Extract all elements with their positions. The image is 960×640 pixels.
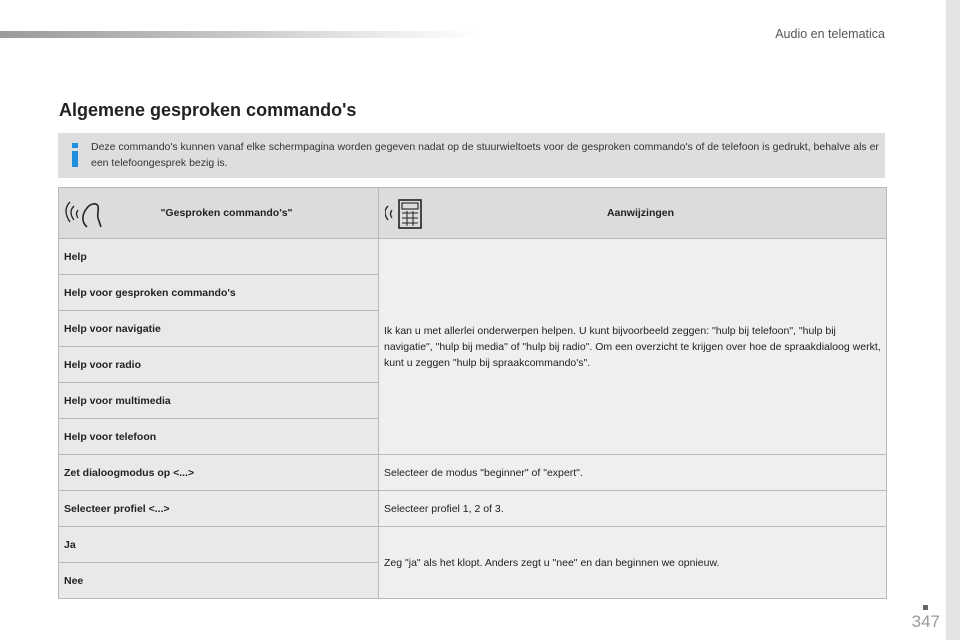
header-gradient-bar [0, 31, 480, 38]
table-row [59, 491, 887, 527]
select-profile-description: Selecteer profiel 1, 2 of 3. [379, 491, 887, 527]
command-help-navigation: Help voor navigatie [59, 311, 379, 347]
voice-command-icon [65, 196, 105, 230]
yes-no-description: Zeg "ja" als het klopt. Anders zegt u "nee" en dan beginnen we opnieuw. [379, 527, 887, 599]
command-help: Help [59, 239, 379, 275]
page-number: 347 [911, 612, 940, 631]
column-header-instructions [379, 188, 887, 239]
table-row [59, 527, 887, 563]
page-marker [923, 605, 928, 610]
info-text: Deze commando's kunnen vanaf elke schermpagina worden gegeven nadat op de stuurwieltoets voor de gesproken commando's of de telefoon is gedrukt, behalve als er een telefoongesprek bezig is. [91, 141, 879, 169]
table-row [59, 239, 887, 275]
table-header-row [59, 188, 887, 239]
command-no: Nee [59, 563, 379, 599]
command-help-phone: Help voor telefoon [59, 419, 379, 455]
column-header-commands-label: "Gesproken commando's" [160, 207, 293, 219]
voice-phone-icon [385, 196, 425, 230]
command-help-radio: Help voor radio [59, 347, 379, 383]
info-icon [71, 143, 79, 167]
column-header-instructions-label: Aanwijzingen [606, 207, 675, 219]
dialog-mode-description: Selecteer de modus "beginner" of "expert". [379, 455, 887, 491]
section-header: Audio en telematica [775, 27, 885, 41]
command-help-voice: Help voor gesproken commando's [59, 275, 379, 311]
command-select-profile: Selecteer profiel <...> [59, 491, 379, 527]
command-help-multimedia: Help voor multimedia [59, 383, 379, 419]
column-header-commands [59, 188, 379, 239]
page-title: Algemene gesproken commando's [59, 100, 357, 120]
side-strip [946, 0, 960, 640]
voice-commands-table [58, 187, 887, 599]
info-box [58, 133, 885, 178]
table-row [59, 455, 887, 491]
help-description: Ik kan u met allerlei onderwerpen helpen. U kunt bijvoorbeeld zeggen: "hulp bij telefoon", "hulp bij navigatie", "hulp bij media" of "hulp bij radio". Om een overzicht te krijgen over hoe de spraakdialoog werkt, kunt u zeggen "hulp bij spraakcommando's". [379, 239, 887, 455]
command-yes: Ja [59, 527, 379, 563]
command-dialog-mode: Zet dialoogmodus op <...> [59, 455, 379, 491]
